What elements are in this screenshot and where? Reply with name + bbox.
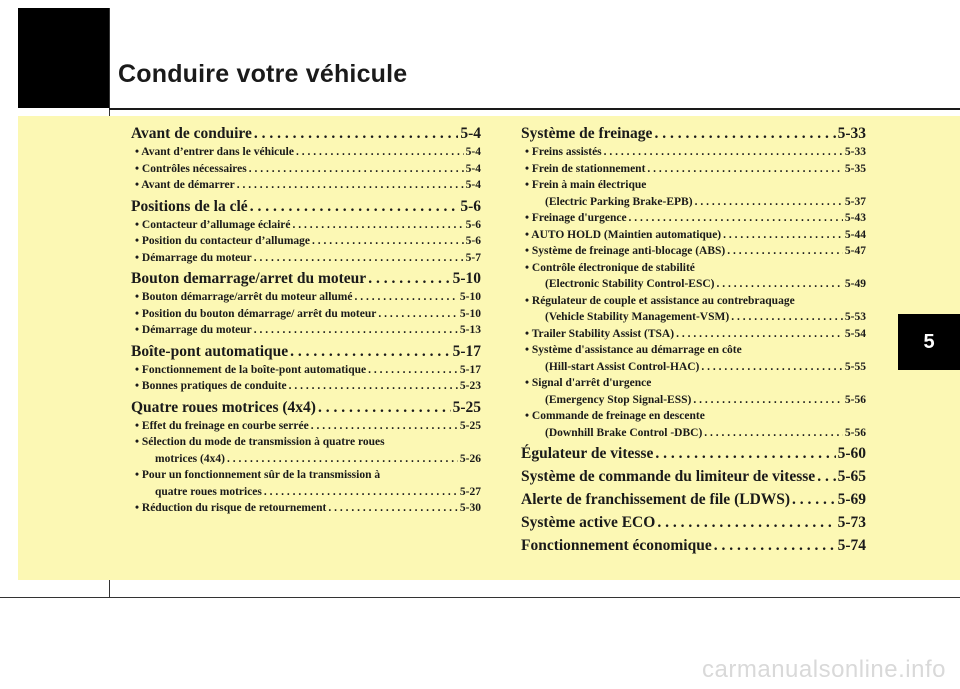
toc-entry-label: Bouton demarrage/arret du moteur bbox=[131, 270, 367, 287]
toc-entry-label: (Emergency Stop Signal-ESS) bbox=[545, 393, 692, 406]
toc-leader-dots bbox=[355, 289, 458, 306]
toc-subentry[interactable] bbox=[131, 161, 481, 178]
toc-page-number: 5-33 bbox=[837, 125, 866, 142]
toc-page-number: 5-54 bbox=[844, 327, 866, 340]
toc-page-number: 5-74 bbox=[837, 537, 866, 554]
toc-page-number: 5-13 bbox=[459, 324, 481, 336]
toc-page-number: 5-56 bbox=[844, 426, 866, 439]
toc-subentry[interactable] bbox=[131, 306, 481, 323]
toc-page-number: 5-33 bbox=[844, 146, 866, 158]
toc-leader-dots bbox=[328, 500, 458, 517]
toc-subentry[interactable] bbox=[131, 233, 481, 250]
toc-page-number: 5-55 bbox=[844, 360, 866, 373]
toc-entry-label: • Position du bouton démarrage/ arrêt du moteur bbox=[135, 307, 377, 320]
toc-entry-label: Avant de conduire bbox=[131, 125, 252, 142]
toc-page-number: 5-4 bbox=[465, 162, 481, 175]
toc-leader-dots bbox=[237, 177, 464, 194]
toc-entry-label: • Position du contacteur d’allumage bbox=[135, 235, 311, 247]
toc-page-number: 5-7 bbox=[465, 251, 481, 264]
toc-subentry[interactable] bbox=[131, 362, 481, 379]
toc-subentry[interactable] bbox=[521, 144, 866, 161]
toc-entry-label: • Contacteur d’allumage éclairé bbox=[135, 218, 291, 231]
toc-leader-dots bbox=[693, 392, 843, 409]
footer-rule bbox=[0, 597, 960, 598]
toc-entry-label: Quatre roues motrices (4x4) bbox=[131, 398, 316, 416]
toc-section-entry[interactable] bbox=[131, 342, 481, 362]
toc-entry-label: • Freinage d'urgence bbox=[525, 212, 627, 224]
toc-subentry[interactable] bbox=[521, 210, 866, 227]
toc-subheading: • Commande de freinage en descente bbox=[525, 410, 705, 422]
toc-page-number: 5-47 bbox=[844, 245, 866, 257]
toc-page-number: 5-37 bbox=[844, 195, 866, 208]
chapter-title: Conduire votre véhicule bbox=[118, 60, 408, 88]
toc-subentry[interactable] bbox=[521, 326, 866, 343]
toc-leader-dots bbox=[704, 425, 843, 442]
toc-page-number: 5-6 bbox=[460, 197, 481, 215]
toc-section-entry[interactable] bbox=[521, 490, 866, 510]
toc-entry-label: • Réduction du risque de retournement bbox=[135, 502, 327, 514]
toc-subentry[interactable] bbox=[131, 177, 481, 194]
toc-subheading: • Régulateur de couple et assistance au contrebraquage bbox=[525, 294, 795, 307]
toc-page-number: 5-43 bbox=[844, 212, 866, 224]
toc-leader-dots bbox=[817, 467, 835, 487]
toc-page-number: 5-25 bbox=[459, 419, 481, 432]
toc-subentry[interactable] bbox=[131, 289, 481, 306]
toc-leader-dots bbox=[701, 359, 843, 376]
toc-leader-dots bbox=[312, 233, 464, 250]
toc-section-entry[interactable] bbox=[131, 269, 481, 289]
toc-entry-label: • Démarrage du moteur bbox=[135, 251, 252, 264]
toc-subentry[interactable] bbox=[131, 217, 481, 234]
toc-entry-label: (Electronic Stability Control-ESC) bbox=[545, 278, 715, 290]
toc-page-number: 5-26 bbox=[459, 452, 481, 465]
toc-leader-dots bbox=[647, 161, 843, 178]
toc-subentry[interactable] bbox=[131, 484, 481, 501]
toc-leader-dots bbox=[714, 536, 836, 556]
toc-leader-dots bbox=[249, 161, 464, 178]
toc-leader-dots bbox=[676, 326, 843, 343]
toc-leader-dots bbox=[296, 144, 464, 161]
toc-page-number: 5-30 bbox=[459, 502, 481, 514]
toc-subentry[interactable] bbox=[521, 309, 866, 326]
toc-leader-dots bbox=[368, 362, 458, 379]
toc-leader-dots bbox=[727, 243, 843, 260]
toc-subentry[interactable] bbox=[131, 378, 481, 395]
toc-entry-label: Alerte de franchissement de file (LDWS) bbox=[521, 491, 791, 508]
toc-page-number: 5-10 bbox=[459, 291, 481, 303]
toc-section-entry[interactable] bbox=[131, 197, 481, 217]
toc-page-number: 5-69 bbox=[837, 491, 866, 508]
toc-entry-label: Positions de la clé bbox=[131, 197, 248, 215]
toc-section-entry[interactable] bbox=[521, 536, 866, 556]
toc-entry-label: • Bonnes pratiques de conduite bbox=[135, 380, 287, 392]
toc-entry-label: Boîte-pont automatique bbox=[131, 342, 289, 360]
toc-leader-dots bbox=[227, 451, 458, 468]
toc-subentry[interactable] bbox=[521, 359, 866, 376]
toc-subheading: • Système d'assistance au démarrage en côte bbox=[525, 344, 742, 356]
toc-subentry[interactable] bbox=[131, 322, 481, 339]
toc-leader-dots bbox=[254, 322, 458, 339]
toc-entry-label: Système de freinage bbox=[521, 125, 653, 142]
toc-section-entry[interactable] bbox=[131, 398, 481, 418]
toc-page-number: 5-25 bbox=[452, 398, 481, 416]
toc-subheading: • Signal d'arrêt d'urgence bbox=[525, 377, 652, 389]
toc-subheading: • Sélection du mode de transmission à quatre roues bbox=[135, 436, 385, 448]
toc-subentry[interactable] bbox=[131, 500, 481, 517]
toc-column-right bbox=[521, 124, 866, 556]
toc-entry-label: Système active ECO bbox=[521, 514, 656, 531]
toc-page-number: 5-49 bbox=[844, 278, 866, 290]
toc-subentry[interactable] bbox=[521, 161, 866, 178]
toc-page-number: 5-27 bbox=[459, 485, 481, 498]
toc-entry-label: quatre roues motrices bbox=[155, 485, 262, 498]
toc-subheading: • Frein à main électrique bbox=[525, 179, 647, 191]
toc-leader-dots bbox=[250, 197, 459, 217]
toc-page-number: 5-44 bbox=[844, 228, 866, 241]
toc-entry-label: Fonctionnement économique bbox=[521, 537, 712, 554]
toc-section-entry[interactable] bbox=[521, 444, 866, 464]
toc-page-number: 5-17 bbox=[459, 363, 481, 376]
toc-leader-dots bbox=[254, 250, 464, 267]
toc-leader-dots bbox=[657, 513, 835, 533]
toc-subentry[interactable] bbox=[521, 243, 866, 260]
toc-leader-dots bbox=[629, 210, 843, 227]
toc-leader-dots bbox=[655, 444, 835, 464]
toc-entry-label: • Trailer Stability Assist (TSA) bbox=[525, 327, 675, 340]
header-rule bbox=[109, 108, 960, 110]
toc-page-number: 5-4 bbox=[460, 125, 481, 142]
toc-page-number: 5-10 bbox=[452, 270, 481, 287]
toc-entry-label: • Freins assistés bbox=[525, 146, 602, 158]
toc-entry-label: • Bouton démarrage/arrêt du moteur allumé bbox=[135, 291, 353, 303]
toc-entry-label: • Frein de stationnement bbox=[525, 162, 646, 175]
chapter-corner-block bbox=[18, 8, 109, 108]
toc-subentry[interactable] bbox=[521, 425, 866, 442]
toc-entry-label: • Système de freinage anti-blocage (ABS) bbox=[525, 245, 726, 257]
toc-leader-dots bbox=[717, 276, 843, 293]
toc-page-number: 5-4 bbox=[465, 179, 481, 191]
toc-page-number: 5-65 bbox=[837, 468, 866, 485]
toc-leader-dots bbox=[290, 342, 450, 362]
toc-entry-label: • Contrôles nécessaires bbox=[135, 162, 247, 175]
toc-page-number: 5-4 bbox=[465, 146, 481, 158]
toc-entry-label: (Hill-start Assist Control-HAC) bbox=[545, 360, 700, 373]
toc-entry-label: • Avant d’entrer dans le véhicule bbox=[135, 146, 294, 158]
toc-entry-label: (Downhill Brake Control -DBC) bbox=[545, 426, 703, 439]
toc-entry-label: (Electric Parking Brake-EPB) bbox=[545, 195, 693, 208]
toc-entry-label: (Vehicle Stability Management-VSM) bbox=[545, 311, 730, 323]
toc-page-number: 5-60 bbox=[837, 445, 866, 462]
toc-section-entry[interactable] bbox=[131, 124, 481, 144]
toc-subentry[interactable] bbox=[521, 227, 866, 244]
toc-section-entry[interactable] bbox=[521, 124, 866, 144]
toc-leader-dots bbox=[293, 217, 464, 234]
toc-entry-label: • Fonctionnement de la boîte-pont automatique bbox=[135, 363, 367, 376]
toc-page-number: 5-73 bbox=[837, 514, 866, 531]
toc-entry-label: motrices (4x4) bbox=[155, 452, 225, 465]
toc-section-entry[interactable] bbox=[521, 467, 866, 487]
toc-leader-dots bbox=[695, 194, 843, 211]
toc-entry-label: • Avant de démarrer bbox=[135, 179, 235, 191]
toc-page-number: 5-6 bbox=[465, 235, 481, 247]
toc-leader-dots bbox=[378, 306, 458, 323]
toc-leader-dots bbox=[731, 309, 843, 326]
toc-subentry[interactable] bbox=[521, 392, 866, 409]
toc-leader-dots bbox=[318, 398, 451, 418]
toc-entry-label: Égulateur de vitesse bbox=[521, 445, 654, 462]
toc-page-number: 5-17 bbox=[452, 342, 481, 360]
toc-leader-dots bbox=[289, 378, 458, 395]
toc-subentry[interactable] bbox=[131, 144, 481, 161]
toc-leader-dots bbox=[723, 227, 843, 244]
toc-page-number: 5-56 bbox=[844, 393, 866, 406]
toc-page-number: 5-35 bbox=[844, 162, 866, 175]
toc-page-number: 5-6 bbox=[465, 218, 481, 231]
toc-leader-dots bbox=[654, 124, 835, 144]
toc-leader-dots bbox=[604, 144, 843, 161]
toc-leader-dots bbox=[792, 490, 836, 510]
toc-entry-label: • AUTO HOLD (Maintien automatique) bbox=[525, 228, 722, 241]
toc-page-number: 5-53 bbox=[844, 311, 866, 323]
toc-column-left bbox=[131, 124, 481, 517]
toc-subentry[interactable] bbox=[131, 418, 481, 435]
toc-leader-dots bbox=[311, 418, 458, 435]
toc-entry-label: Système de commande du limiteur de vitesse bbox=[521, 468, 816, 485]
toc-subentry[interactable] bbox=[521, 276, 866, 293]
toc-subentry[interactable] bbox=[521, 194, 866, 211]
toc-subentry[interactable] bbox=[131, 250, 481, 267]
toc-subentry[interactable] bbox=[131, 451, 481, 468]
chapter-tab[interactable]: 5 bbox=[898, 314, 960, 370]
toc-leader-dots bbox=[368, 269, 450, 289]
toc-page-number: 5-10 bbox=[459, 307, 481, 320]
toc-page-number: 5-23 bbox=[459, 380, 481, 392]
toc-subheading: • Pour un fonctionnement sûr de la transmission à bbox=[135, 469, 381, 481]
toc-leader-dots bbox=[264, 484, 458, 501]
toc-leader-dots bbox=[254, 124, 458, 144]
toc-subheading: • Contrôle électronique de stabilité bbox=[525, 261, 695, 274]
toc-entry-label: • Effet du freinage en courbe serrée bbox=[135, 419, 309, 432]
toc-section-entry[interactable] bbox=[521, 513, 866, 533]
toc-entry-label: • Démarrage du moteur bbox=[135, 324, 252, 336]
watermark: carmanualsonline.info bbox=[702, 656, 946, 683]
